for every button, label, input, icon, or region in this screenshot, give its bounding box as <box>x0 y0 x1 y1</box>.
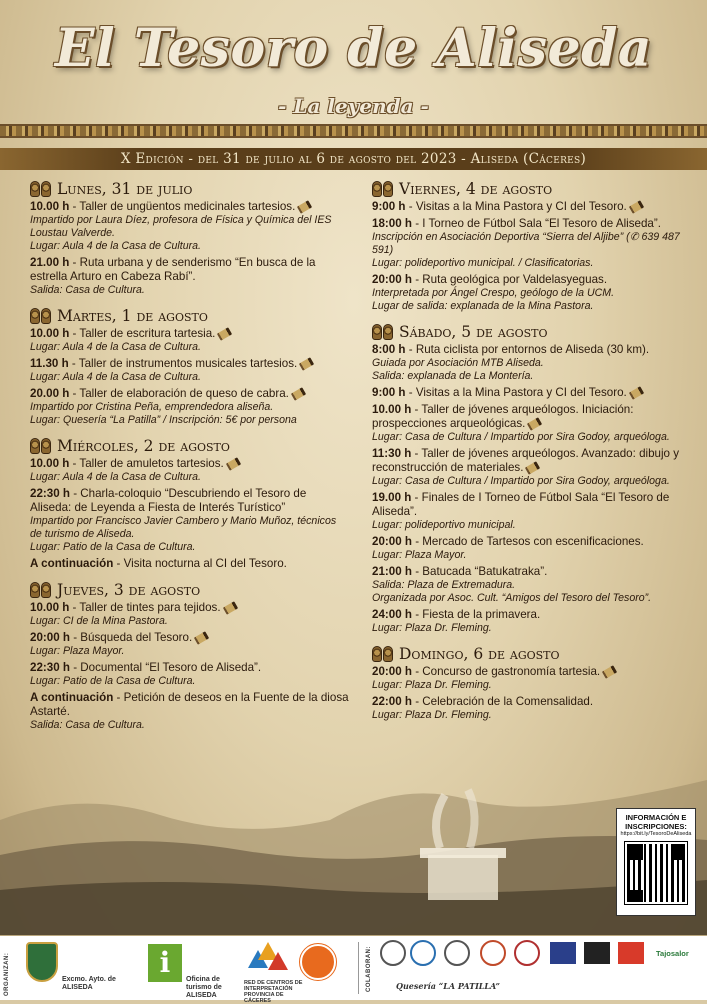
event-description: - Taller de instrumentos musicales tartesios. <box>68 357 298 370</box>
pencil-icon <box>525 461 540 474</box>
event-description: - Taller de escritura tartesia. <box>69 327 216 340</box>
footer-divider <box>358 942 359 994</box>
treasure-earrings-icon <box>372 646 394 662</box>
event-time: 19.00 h <box>372 491 412 504</box>
agex-icon <box>618 942 644 964</box>
treasure-earrings-icon <box>372 324 394 340</box>
runner-icon <box>550 942 576 964</box>
day-title: Viernes, 4 de agosto <box>399 180 553 198</box>
event-item <box>30 457 350 484</box>
event-description: - Fiesta de la primavera. <box>411 608 541 621</box>
event-note: Salida: Plaza de Extremadura. <box>372 579 516 591</box>
poster-title: El Tesoro de Aliseda <box>54 18 653 79</box>
oficina-logo <box>148 944 182 982</box>
event-item <box>30 357 350 384</box>
sponsor-4 <box>480 940 506 966</box>
day-block <box>372 323 692 635</box>
event-item <box>30 631 350 658</box>
event-note: Salida: Casa de Cultura. <box>30 284 145 296</box>
organizan-label: ORGANIZAN: <box>4 952 10 996</box>
aliso-icon <box>380 940 406 966</box>
event-item <box>372 200 692 214</box>
event-item <box>30 256 350 297</box>
tesoro-logo <box>300 944 336 980</box>
day-heading <box>30 307 350 325</box>
colaboran-label: COLABORAN: <box>366 946 372 992</box>
qr-code[interactable] <box>625 842 687 904</box>
sponsor-3 <box>444 940 470 966</box>
ayto-name: Excmo. Ayto. de ALISEDA <box>62 976 116 991</box>
event-time: 11:30 h <box>372 447 412 460</box>
bird-icon <box>444 940 470 966</box>
event-description: - Taller de jóvenes arqueólogos. Iniciación: prospecciones arqueológicas. <box>372 403 634 430</box>
event-description: - Concurso de gastronomía tartesia. <box>411 665 601 678</box>
footer-sponsors <box>0 935 707 1004</box>
red-name: RED DE CENTROS DE INTERPRETACIÓN PROVINCIA DE CÁCERES <box>244 980 303 1004</box>
pencil-icon <box>297 200 312 213</box>
event-time: 22:30 h <box>30 487 70 500</box>
radio-icon <box>584 942 610 964</box>
event-description: - Ruta geológica por Valdelasyeguas. <box>411 273 608 286</box>
event-note: Lugar: CI de la Mina Pastora. <box>30 615 168 627</box>
ayto-logo <box>26 942 58 982</box>
event-note: Lugar: Plaza Mayor. <box>30 645 125 657</box>
event-item <box>372 403 692 444</box>
event-time: 10.00 h <box>30 327 70 340</box>
event-note: Lugar: Casa de Cultura / Impartido por Sira Godoy, arqueóloga. <box>372 431 670 443</box>
event-description: - Mercado de Tartesos con escenificaciones. <box>411 535 644 548</box>
event-note: Impartido por Francisco Javier Cambero y Mario Muñoz, técnicos de turismo de Aliseda. <box>30 515 337 540</box>
event-time: 9:00 h <box>372 386 406 399</box>
day-block <box>372 180 692 313</box>
sponsor-agex <box>618 942 644 964</box>
event-note: Lugar: Aula 4 de la Casa de Cultura. <box>30 341 201 353</box>
event-item <box>30 557 350 571</box>
sponsor-5 <box>514 940 540 966</box>
event-item <box>372 447 692 488</box>
event-time: 21.00 h <box>30 256 70 269</box>
event-item <box>30 487 350 554</box>
pencil-icon <box>629 386 644 399</box>
sun-seal-icon <box>300 944 336 980</box>
event-time: 20:00 h <box>372 273 412 286</box>
event-item <box>372 343 692 383</box>
event-item <box>372 665 692 692</box>
event-note: Lugar: Plaza Dr. Fleming. <box>372 709 492 721</box>
day-block <box>30 180 350 297</box>
event-note: Lugar: polideportivo municipal. <box>372 519 516 531</box>
event-description: - Taller de jóvenes arqueólogos. Avanzado: dibujo y reconstrucción de materiales. <box>372 447 680 474</box>
event-time: A continuación <box>30 557 114 570</box>
event-description: - Taller de elaboración de queso de cabra. <box>69 387 289 400</box>
event-description: - Taller de ungüentos medicinales tartesios. <box>69 200 296 213</box>
event-time: 20:00 h <box>372 665 412 678</box>
event-time: 20:00 h <box>372 535 412 548</box>
event-note: Lugar: Casa de Cultura / Impartido por Sira Godoy, arqueóloga. <box>372 475 670 487</box>
pencil-icon <box>217 327 232 340</box>
event-note: Lugar: Aula 4 de la Casa de Cultura. <box>30 471 201 483</box>
sponsor-2 <box>410 940 436 966</box>
event-description: - Taller de tintes para tejidos. <box>69 601 221 614</box>
event-description: - Ruta ciclista por entornos de Aliseda (30 km). <box>405 343 650 356</box>
pencil-icon <box>291 387 306 400</box>
treasure-earrings-icon <box>30 438 52 454</box>
event-description: - Batucada “Batukatraka”. <box>411 565 548 578</box>
day-heading <box>372 180 692 198</box>
event-note: Lugar: Aula 4 de la Casa de Cultura. <box>30 240 201 252</box>
event-time: 22:30 h <box>30 661 70 674</box>
event-time: 18:00 h <box>372 217 412 230</box>
qr-title: INFORMACIÓN E INSCRIPCIONES: <box>625 813 687 831</box>
event-note: Lugar: Patio de la Casa de Cultura. <box>30 675 196 687</box>
pencil-icon <box>629 200 644 213</box>
event-item <box>372 273 692 313</box>
event-time: 10.00 h <box>30 200 70 213</box>
event-note: Lugar: Plaza Dr. Fleming. <box>372 622 492 634</box>
poster-subtitle: - La leyenda - <box>278 94 429 118</box>
event-item <box>30 601 350 628</box>
event-item <box>30 387 350 427</box>
pencil-icon <box>194 631 209 644</box>
event-note: Lugar: polideportivo municipal. / Clasificatorias. <box>372 257 594 269</box>
event-note: Lugar: Plaza Mayor. <box>372 549 467 561</box>
day-heading <box>30 180 350 198</box>
event-time: 24:00 h <box>372 608 412 621</box>
event-item <box>372 386 692 400</box>
day-block <box>30 437 350 571</box>
decorative-chain <box>0 124 707 138</box>
oficina-name: Oficina de turismo de ALISEDA <box>186 976 222 999</box>
day-block <box>30 307 350 427</box>
event-time: 20:00 h <box>30 631 70 644</box>
pencil-icon <box>226 457 241 470</box>
day-title: Domingo, 6 de agosto <box>399 645 560 663</box>
event-time: 8:00 h <box>372 343 406 356</box>
triangles-icon <box>248 942 288 978</box>
event-item <box>372 608 692 635</box>
event-description: - Visitas a la Mina Pastora y CI del Tesoro. <box>405 386 627 399</box>
event-note: Inscripción en Asociación Deportiva “Sierra del Aljibe” (✆ 639 487 591) <box>372 231 680 256</box>
day-heading <box>30 581 350 599</box>
event-item <box>372 491 692 532</box>
dancer-icon <box>480 940 506 966</box>
event-time: 9:00 h <box>372 200 406 213</box>
event-description: - Petición de deseos en la Fuente de la diosa Astarté. <box>30 691 349 718</box>
event-time: A continuación <box>30 691 114 704</box>
event-note: Lugar: Patio de la Casa de Cultura. <box>30 541 196 553</box>
university-icon <box>514 940 540 966</box>
day-heading <box>30 437 350 455</box>
event-description: - I Torneo de Fútbol Sala “El Tesoro de Aliseda”. <box>411 217 661 230</box>
event-time: 20.00 h <box>30 387 70 400</box>
pencil-icon <box>527 417 542 430</box>
edition-banner: X Edición - del 31 de julio al 6 de agosto del 2023 - Aliseda (Cáceres) <box>0 148 707 170</box>
event-description: - Celebración de la Comensalidad. <box>411 695 594 708</box>
event-item <box>372 565 692 605</box>
pencil-icon <box>299 357 314 370</box>
day-title: Lunes, 31 de julio <box>57 180 193 198</box>
sponsor-6 <box>550 942 576 964</box>
day-title: Martes, 1 de agosto <box>57 307 208 325</box>
event-description: - Búsqueda del Tesoro. <box>69 631 193 644</box>
coat-of-arms-icon <box>26 942 58 982</box>
event-item <box>30 327 350 354</box>
treasure-earrings-icon <box>30 308 52 324</box>
qr-info-box[interactable] <box>616 808 696 916</box>
left-column <box>30 180 350 742</box>
qr-url[interactable]: https://bit.ly/TesoroDeAliseda <box>620 831 692 837</box>
treasure-earrings-icon <box>372 181 394 197</box>
treasure-earrings-icon <box>30 181 52 197</box>
event-time: 10.00 h <box>30 457 70 470</box>
event-note: Guiada por Asociación MTB Aliseda. <box>372 357 544 369</box>
event-item <box>30 661 350 688</box>
event-note: Lugar: Quesería “La Patilla” / Inscripción: 5€ por persona <box>30 414 297 426</box>
landscape-illustration <box>0 760 707 935</box>
sponsor-aliso <box>380 940 406 966</box>
day-title: Sábado, 5 de agosto <box>399 323 548 341</box>
event-description: - Charla-coloquio “Descubriendo el Tesoro de Aliseda: de Leyenda a Fiesta de Interés Turístico” <box>30 487 307 514</box>
event-description: - Ruta urbana y de senderismo “En busca de la estrella Arturo en Cabeza Rabí”. <box>30 256 316 283</box>
event-description: - Visitas a la Mina Pastora y CI del Tesoro. <box>405 200 627 213</box>
event-description: - Taller de amuletos tartesios. <box>69 457 224 470</box>
event-time: 10.00 h <box>30 601 70 614</box>
event-note: Salida: Casa de Cultura. <box>30 719 145 731</box>
sponsor-radio <box>584 942 610 964</box>
pencil-icon <box>222 601 237 614</box>
event-note: Lugar de salida: explanada de la Mina Pastora. <box>372 300 594 312</box>
event-description: - Documental “El Tesoro de Aliseda”. <box>69 661 262 674</box>
event-note: Impartido por Laura Díez, profesora de Física y Química del IES Loustau Valverde. <box>30 214 332 239</box>
event-note: Lugar: Plaza Dr. Fleming. <box>372 679 492 691</box>
info-icon: i <box>148 944 182 982</box>
day-title: Miércoles, 2 de agosto <box>57 437 230 455</box>
red-logo <box>248 942 288 978</box>
event-description: - Finales de I Torneo de Fútbol Sala “El Tesoro de Aliseda”. <box>372 491 670 518</box>
tajosalor-name: Tajosalor <box>656 949 689 958</box>
event-note: Interpretada por Ángel Crespo, geólogo de la UCM. <box>372 287 615 299</box>
event-time: 22:00 h <box>372 695 412 708</box>
event-time: 10.00 h <box>372 403 412 416</box>
event-note: Organizada por Asoc. Cult. “Amigos del Tesoro del Tesoro”. <box>372 592 652 604</box>
event-note: Salida: explanada de La Montería. <box>372 370 534 382</box>
day-block <box>372 645 692 722</box>
day-heading <box>372 323 692 341</box>
event-note: Lugar: Aula 4 de la Casa de Cultura. <box>30 371 201 383</box>
pencil-icon <box>602 665 617 678</box>
day-heading <box>372 645 692 663</box>
event-item <box>372 535 692 562</box>
day-title: Jueves, 3 de agosto <box>57 581 201 599</box>
event-item <box>372 217 692 270</box>
event-note: Impartido por Cristina Peña, emprendedora aliseña. <box>30 401 274 413</box>
queseria-name: Quesería “LA PATILLA” <box>396 981 500 991</box>
event-item <box>372 695 692 722</box>
day-block <box>30 581 350 732</box>
badge-icon <box>410 940 436 966</box>
event-item <box>30 691 350 732</box>
event-time: 21:00 h <box>372 565 412 578</box>
event-description: - Visita nocturna al CI del Tesoro. <box>113 557 287 570</box>
treasure-earrings-icon <box>30 582 52 598</box>
event-item <box>30 200 350 253</box>
event-time: 11.30 h <box>30 357 69 370</box>
right-column <box>372 180 692 732</box>
